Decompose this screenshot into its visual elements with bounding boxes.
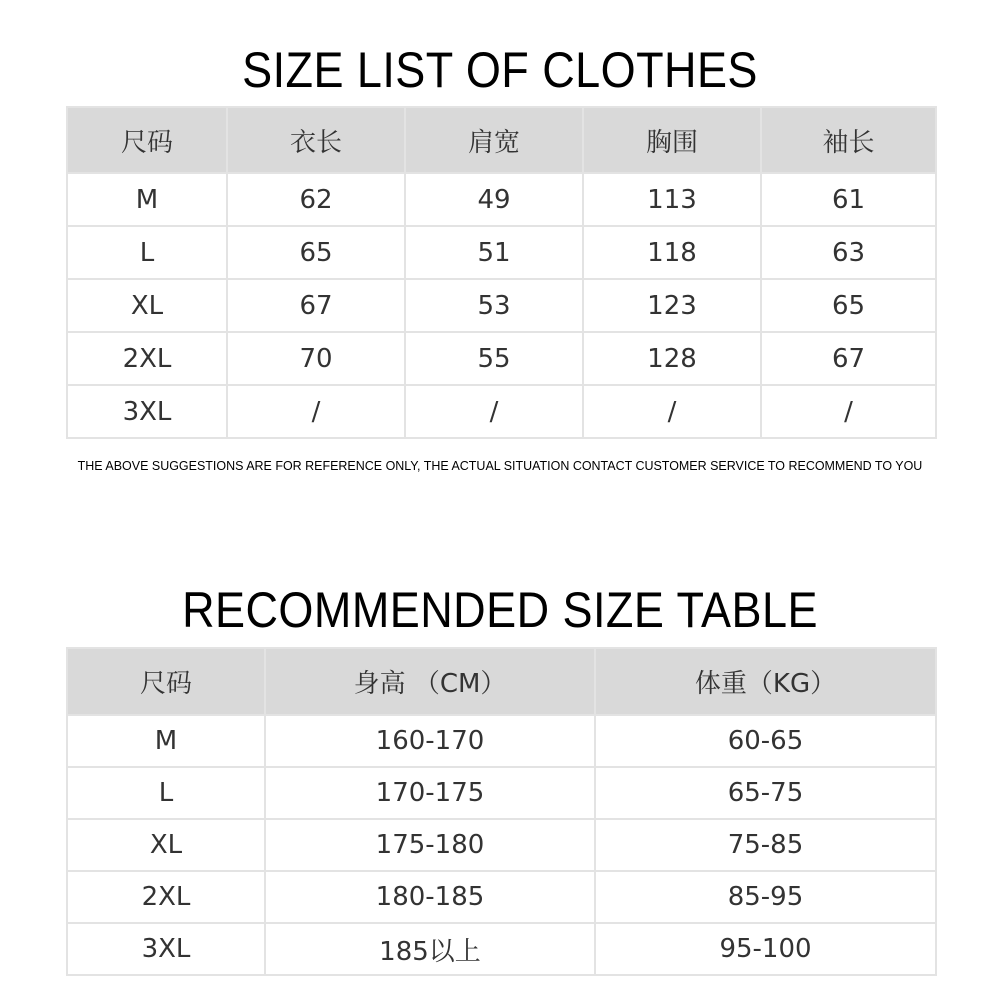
- table-cell: 65-75: [595, 767, 936, 819]
- table-cell: /: [227, 385, 405, 438]
- recommended-size-table: [66, 647, 937, 976]
- table-cell: 65: [761, 279, 936, 332]
- table-cell: 67: [227, 279, 405, 332]
- column-header-sleeve: 袖长: [761, 107, 936, 173]
- table-cell: 180-185: [265, 871, 595, 923]
- table-cell: 49: [405, 173, 583, 226]
- table-cell: 185以上: [265, 923, 595, 975]
- table-cell: M: [67, 173, 227, 226]
- column-header-shoulder: 肩宽: [405, 107, 583, 173]
- table-cell: 160-170: [265, 715, 595, 767]
- table-cell: 67: [761, 332, 936, 385]
- table-cell: 85-95: [595, 871, 936, 923]
- table-cell: /: [761, 385, 936, 438]
- table-cell: 3XL: [67, 385, 227, 438]
- table-cell: 61: [761, 173, 936, 226]
- reference-note: THE ABOVE SUGGESTIONS ARE FOR REFERENCE ONLY, THE ACTUAL SITUATION CONTACT CUSTOMER SERVICE TO RECOMMEND TO YOU: [77, 458, 923, 473]
- table-cell: 70: [227, 332, 405, 385]
- column-header-length: 衣长: [227, 107, 405, 173]
- table-cell: 2XL: [67, 332, 227, 385]
- size-list-title: SIZE LIST OF CLOTHES: [242, 42, 758, 98]
- table-cell: 3XL: [67, 923, 265, 975]
- table-cell: 55: [405, 332, 583, 385]
- table-cell: 53: [405, 279, 583, 332]
- table-row: [67, 715, 936, 767]
- table-cell: L: [67, 767, 265, 819]
- table-cell: 113: [583, 173, 761, 226]
- table-cell: XL: [67, 279, 227, 332]
- table-cell: 170-175: [265, 767, 595, 819]
- table-cell: 63: [761, 226, 936, 279]
- column-header-chest: 胸围: [583, 107, 761, 173]
- size-list-table: [66, 106, 937, 439]
- table-cell: 118: [583, 226, 761, 279]
- column-header-size: 尺码: [67, 107, 227, 173]
- table-row: [67, 332, 936, 385]
- table-cell: 75-85: [595, 819, 936, 871]
- table-row: [67, 385, 936, 438]
- table-cell: 60-65: [595, 715, 936, 767]
- table-header-row: [67, 107, 936, 173]
- table-row: [67, 173, 936, 226]
- table-row: [67, 767, 936, 819]
- table-cell: M: [67, 715, 265, 767]
- table-cell: 2XL: [67, 871, 265, 923]
- table-cell: 175-180: [265, 819, 595, 871]
- recommended-size-title: RECOMMENDED SIZE TABLE: [182, 582, 818, 638]
- table-cell: 65: [227, 226, 405, 279]
- table-row: [67, 279, 936, 332]
- column-header-height: 身高 （CM）: [265, 648, 595, 715]
- table-cell: 51: [405, 226, 583, 279]
- table-cell: /: [405, 385, 583, 438]
- table-cell: XL: [67, 819, 265, 871]
- table-cell: 62: [227, 173, 405, 226]
- table-cell: 128: [583, 332, 761, 385]
- table-row: [67, 871, 936, 923]
- table-row: [67, 226, 936, 279]
- column-header-weight: 体重（KG）: [595, 648, 936, 715]
- table-header-row: [67, 648, 936, 715]
- table-row: [67, 923, 936, 975]
- table-cell: /: [583, 385, 761, 438]
- table-cell: 123: [583, 279, 761, 332]
- table-cell: 95-100: [595, 923, 936, 975]
- table-cell: L: [67, 226, 227, 279]
- table-row: [67, 819, 936, 871]
- column-header-size: 尺码: [67, 648, 265, 715]
